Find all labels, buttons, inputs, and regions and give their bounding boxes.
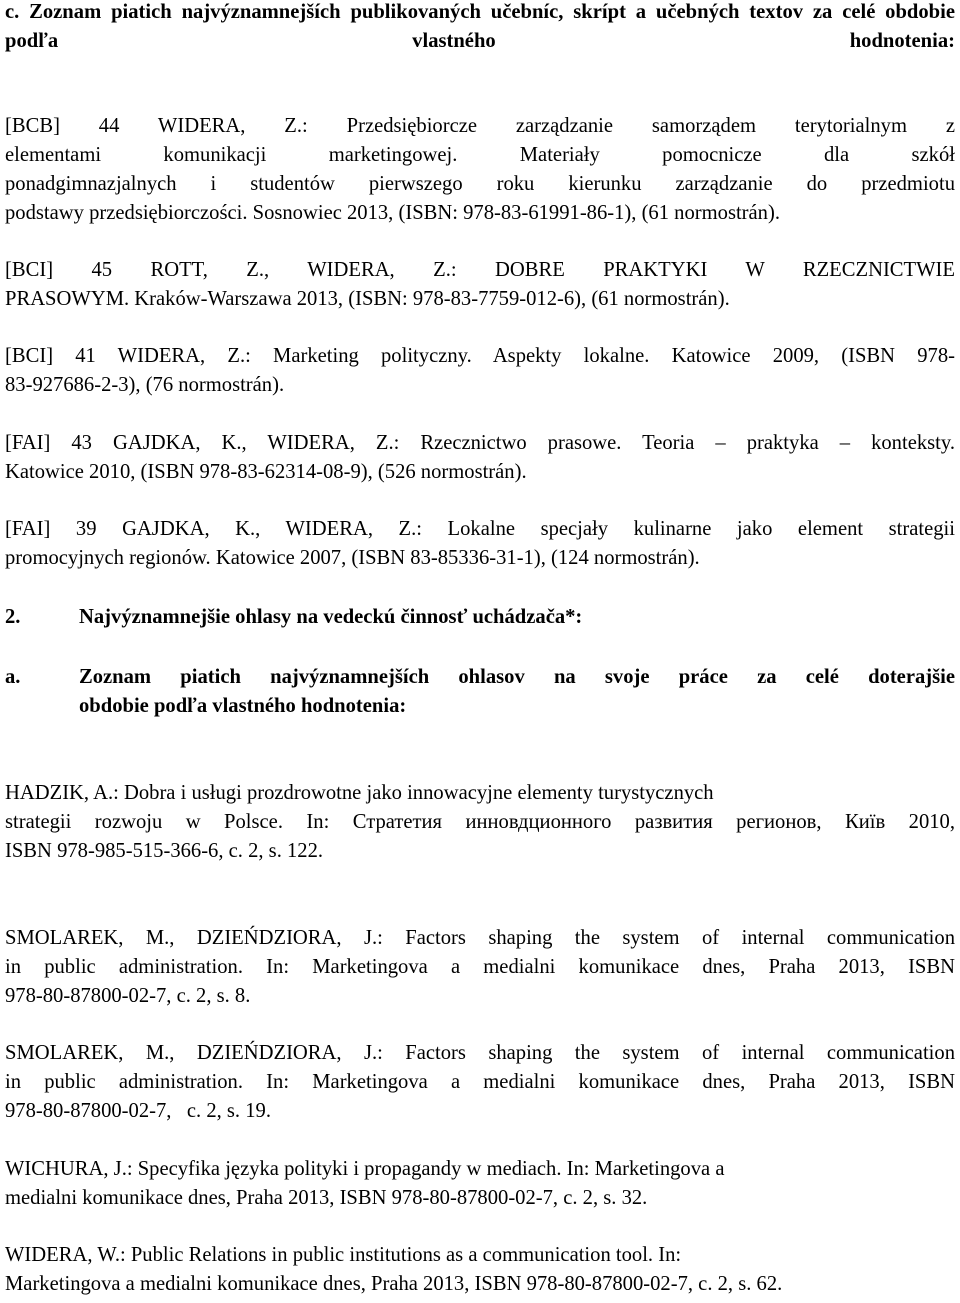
citation-2-line2: in public administration. In: Marketingova a medialni komunikace dnes, Praha 2013, ISBN — [5, 956, 955, 978]
citation-1-line1: HADZIK, A.: Dobra i usługi prozdrowotne jako innowacyjne elementy turystycznych — [5, 782, 714, 804]
textbook-entry-2-line1: [BCI] 45 ROTT, Z., WIDERA, Z.: DOBRE PRAKTYKI W RZECZNICTWIE — [5, 259, 955, 281]
section-2-heading-text: Najvýznamnejšie ohlasy na vedeckú činnosť uchádzača*: — [79, 606, 583, 628]
textbook-entry-4-line1: [FAI] 43 GAJDKA, K., WIDERA, Z.: Rzecznictwo prasowe. Teoria – praktyka – konteksty. — [5, 432, 955, 454]
textbook-entry-4-line2: Katowice 2010, (ISBN 978-83-62314-08-9), (526 normostrán). — [5, 461, 527, 483]
citation-3-line2: in public administration. In: Marketingova a medialni komunikace dnes, Praha 2013, ISBN — [5, 1071, 955, 1093]
section-a-heading-text-1: Zoznam piatich najvýznamnejších ohlasov na svoje práce za celé doterajšie — [79, 666, 955, 688]
citation-1-line3: ISBN 978-985-515-366-6, c. 2, s. 122. — [5, 840, 324, 862]
citation-4-line1: WICHURA, J.: Specyfika języka polityki i propagandy w mediach. In: Marketingova a — [5, 1158, 725, 1180]
citation-2-line1: SMOLAREK, M., DZIEŃDZIORA, J.: Factors shaping the system of internal communication — [5, 927, 955, 949]
textbook-entry-3-line2: 83-927686-2-3), (76 normostrán). — [5, 374, 285, 396]
section-2-number: 2. — [5, 606, 21, 628]
section-a-letter: a. — [5, 666, 21, 688]
citation-5-line1: WIDERA, W.: Public Relations in public institutions as a communication tool. In: — [5, 1244, 682, 1266]
citation-2-line3: 978-80-87800-02-7, c. 2, s. 8. — [5, 985, 251, 1007]
section-c-heading — [5, 0, 955, 55]
textbook-entry-5-line2: promocyjnych regionów. Katowice 2007, (ISBN 83-85336-31-1), (124 normostrán). — [5, 547, 700, 569]
textbook-entry-3-line1: [BCI] 41 WIDERA, Z.: Marketing polityczny. Aspekty lokalne. Katowice 2009, (ISBN 978- — [5, 345, 955, 367]
citation-1-line2: strategii rozwoju w Polsce. In: Стратетия инновдционного развития регионов, Київ 2010, — [5, 811, 955, 833]
section-a-heading-line2: obdobie podľa vlastného hodnotenia: — [79, 695, 407, 717]
textbook-entry-1-line3: ponadgimnazjalnych i studentów pierwszego roku kierunku zarządzanie do przedmiotu — [5, 173, 955, 195]
textbook-entry-1-line4: podstawy przedsiębiorczości. Sosnowiec 2013, (ISBN: 978-83-61991-86-1), (61 normostrán). — [5, 202, 780, 224]
citation-3-line3: 978-80-87800-02-7, c. 2, s. 19. — [5, 1100, 271, 1122]
section-a-heading-line1 — [5, 663, 955, 692]
citation-5-line2: Marketingova a medialni komunikace dnes, Praha 2013, ISBN 978-80-87800-02-7, c. 2, s. 62. — [5, 1273, 783, 1295]
section-c-heading-text: c. Zoznam piatich najvýznamnejších publikovaných učebníc, skrípt a učebných textov za celé obdobie podľa vlastného hodnotenia: — [5, 1, 955, 52]
citation-4-line2: medialni komunikace dnes, Praha 2013, ISBN 978-80-87800-02-7, c. 2, s. 32. — [5, 1187, 648, 1209]
textbook-entry-5-line1: [FAI] 39 GAJDKA, K., WIDERA, Z.: Lokalne specjały kulinarne jako element strategii — [5, 518, 955, 540]
textbook-entry-2-line2: PRASOWYM. Kraków-Warszawa 2013, (ISBN: 978-83-7759-012-6), (61 normostrán). — [5, 288, 730, 310]
textbook-entry-1-line1: [BCB] 44 WIDERA, Z.: Przedsiębiorcze zarządzanie samorządem terytorialnym z — [5, 115, 955, 137]
textbook-entry-1-line2: elementami komunikacji marketingowej. Materiały pomocnicze dla szkół — [5, 144, 955, 166]
citation-3-line1: SMOLAREK, M., DZIEŃDZIORA, J.: Factors shaping the system of internal communication — [5, 1042, 955, 1064]
section-2-heading — [5, 603, 955, 632]
